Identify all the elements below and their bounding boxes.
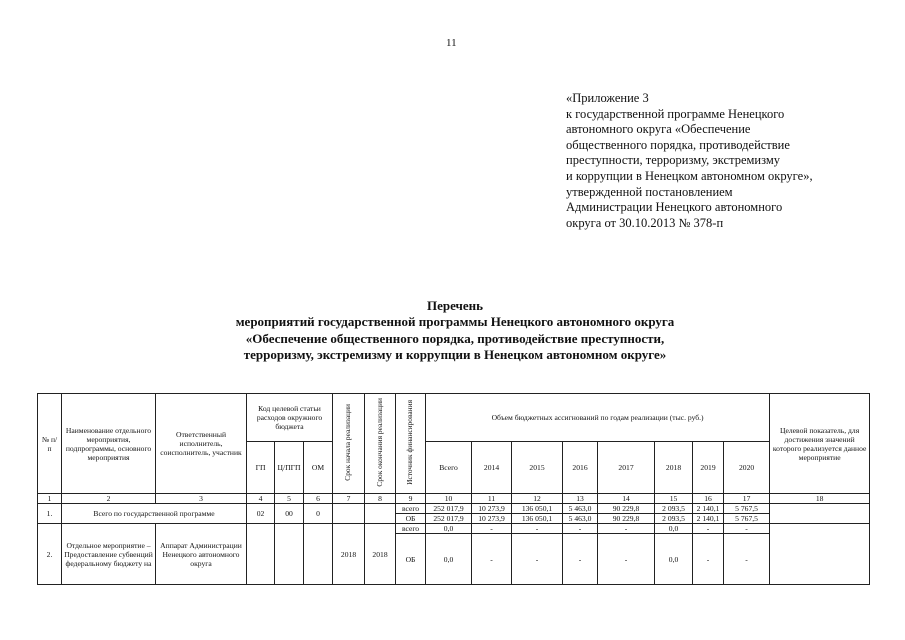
title-line: «Обеспечение общественного порядка, противодействие преступности, — [245, 330, 665, 346]
row2-start: 2018 — [333, 524, 365, 585]
col-number: 1 — [38, 494, 62, 504]
row2a-total: 0,0 — [426, 524, 472, 534]
row2b-2015: - — [512, 534, 563, 585]
col-number: 11 — [472, 494, 512, 504]
header-volume-group: Объем бюджетных ассигнований по годам реализации (тыс. руб.) — [426, 394, 770, 442]
header-num: № п/п — [38, 394, 62, 494]
table-row — [38, 524, 870, 534]
appendix-line: преступности, терроризму, экстремизму — [566, 153, 781, 168]
row1b-2017: 90 229,8 — [598, 514, 655, 524]
row1b-2020: 5 767,5 — [724, 514, 770, 524]
col-number: 14 — [598, 494, 655, 504]
header-om: ОМ — [304, 442, 333, 494]
header-2017: 2017 — [598, 442, 655, 494]
appendix-line: к государственной программе Ненецкого — [566, 106, 785, 121]
page-number: 11 — [446, 37, 457, 49]
document-title — [140, 298, 770, 364]
row1-start — [333, 504, 365, 524]
col-number: 8 — [365, 494, 396, 504]
row2b-2018: 0,0 — [655, 534, 693, 585]
col-number: 17 — [724, 494, 770, 504]
row2-end: 2018 — [365, 524, 396, 585]
title-line: терроризму, экстремизму и коррупции в Ненецком автономном округе» — [243, 347, 667, 363]
col-number: 7 — [333, 494, 365, 504]
header-2015: 2015 — [512, 442, 563, 494]
header-source: Источник финансирования — [396, 394, 426, 494]
row2-name: Отдельное мероприятие – Предоставление субвенций федеральному бюджету на — [62, 524, 156, 585]
row1b-2019: 2 140,1 — [693, 514, 724, 524]
row1-name: Всего по государственной программе — [62, 504, 247, 524]
row2b-2017: - — [598, 534, 655, 585]
header-executor: Ответственный исполнитель, соисполнитель, участник — [156, 394, 247, 494]
header-2016: 2016 — [563, 442, 598, 494]
row1-end — [365, 504, 396, 524]
header-cpgp: Ц/ПГП — [275, 442, 304, 494]
table-row — [38, 504, 870, 514]
col-number: 16 — [693, 494, 724, 504]
title-line: Перечень — [426, 298, 484, 313]
row1a-2017: 90 229,8 — [598, 504, 655, 514]
row2a-2015: - — [512, 524, 563, 534]
header-2018: 2018 — [655, 442, 693, 494]
row2b-total: 0,0 — [426, 534, 472, 585]
row1b-2016: 5 463,0 — [563, 514, 598, 524]
col-number: 15 — [655, 494, 693, 504]
header-2019: 2019 — [693, 442, 724, 494]
col-number: 12 — [512, 494, 563, 504]
row1-cpgp: 00 — [275, 504, 304, 524]
row2b-2019: - — [693, 534, 724, 585]
row1a-total: 252 017,9 — [426, 504, 472, 514]
col-number: 10 — [426, 494, 472, 504]
col-number: 2 — [62, 494, 156, 504]
header-2014: 2014 — [472, 442, 512, 494]
row2a-2018: 0,0 — [655, 524, 693, 534]
row2a-2014: - — [472, 524, 512, 534]
appendix-block — [566, 91, 886, 231]
row1b-source: ОБ — [396, 514, 426, 524]
row2-num: 2. — [38, 524, 62, 585]
row1a-2016: 5 463,0 — [563, 504, 598, 514]
col-number: 6 — [304, 494, 333, 504]
row1-num: 1. — [38, 504, 62, 524]
row2b-2016: - — [563, 534, 598, 585]
header-2020: 2020 — [724, 442, 770, 494]
row1-gp: 02 — [247, 504, 275, 524]
col-number: 18 — [770, 494, 870, 504]
header-code-group: Код целевой статьи расходов окружного бюджета — [247, 394, 333, 442]
row2b-2014: - — [472, 534, 512, 585]
col-number: 3 — [156, 494, 247, 504]
col-number: 5 — [275, 494, 304, 504]
row2a-2019: - — [693, 524, 724, 534]
row1b-total: 252 017,9 — [426, 514, 472, 524]
row1-om: 0 — [304, 504, 333, 524]
col-number: 13 — [563, 494, 598, 504]
appendix-line: утвержденной постановлением — [566, 184, 733, 199]
appendix-line: общественного порядка, противодействие — [566, 137, 790, 152]
header-start: Срок начала реализации — [333, 394, 365, 494]
row1a-2015: 136 050,1 — [512, 504, 563, 514]
row1a-2014: 10 273,9 — [472, 504, 512, 514]
col-number: 4 — [247, 494, 275, 504]
appendix-line: Администрации Ненецкого автономного — [566, 200, 783, 215]
appendix-line: округа от 30.10.2013 № 378-п — [566, 215, 724, 230]
row1-target — [770, 504, 870, 524]
row2a-source: всего — [396, 524, 426, 534]
header-total: Всего — [426, 442, 472, 494]
header-target: Целевой показатель, для достижения значений которого реализуется данное мероприятие — [770, 394, 870, 494]
row1b-2014: 10 273,9 — [472, 514, 512, 524]
row2-executor: Аппарат Администрации Ненецкого автономного округа — [156, 524, 247, 585]
col-number: 9 — [396, 494, 426, 504]
appendix-line: и коррупции в Ненецком автономном округе», — [566, 168, 813, 183]
header-name: Наименование отдельного мероприятия, подпрограммы, основного мероприятия — [62, 394, 156, 494]
row1b-2015: 136 050,1 — [512, 514, 563, 524]
appendix-line: автономного округа «Обеспечение — [566, 122, 751, 137]
row2-cpgp — [275, 524, 304, 585]
row1b-2018: 2 093,5 — [655, 514, 693, 524]
row2b-source: ОБ — [396, 534, 426, 585]
row2-om — [304, 524, 333, 585]
row1a-2019: 2 140,1 — [693, 504, 724, 514]
row2-gp — [247, 524, 275, 585]
row2a-2020: - — [724, 524, 770, 534]
row2a-2017: - — [598, 524, 655, 534]
row2a-2016: - — [563, 524, 598, 534]
header-end: Срок окончания реализации — [365, 394, 396, 494]
row2b-2020: - — [724, 534, 770, 585]
row1a-2018: 2 093,5 — [655, 504, 693, 514]
row1a-source: всего — [396, 504, 426, 514]
header-gp: ГП — [247, 442, 275, 494]
measures-table — [37, 393, 870, 585]
row1a-2020: 5 767,5 — [724, 504, 770, 514]
title-line: мероприятий государственной программы Ненецкого автономного округа — [235, 314, 675, 330]
appendix-line: «Приложение 3 — [566, 91, 649, 105]
row2-target — [770, 524, 870, 585]
